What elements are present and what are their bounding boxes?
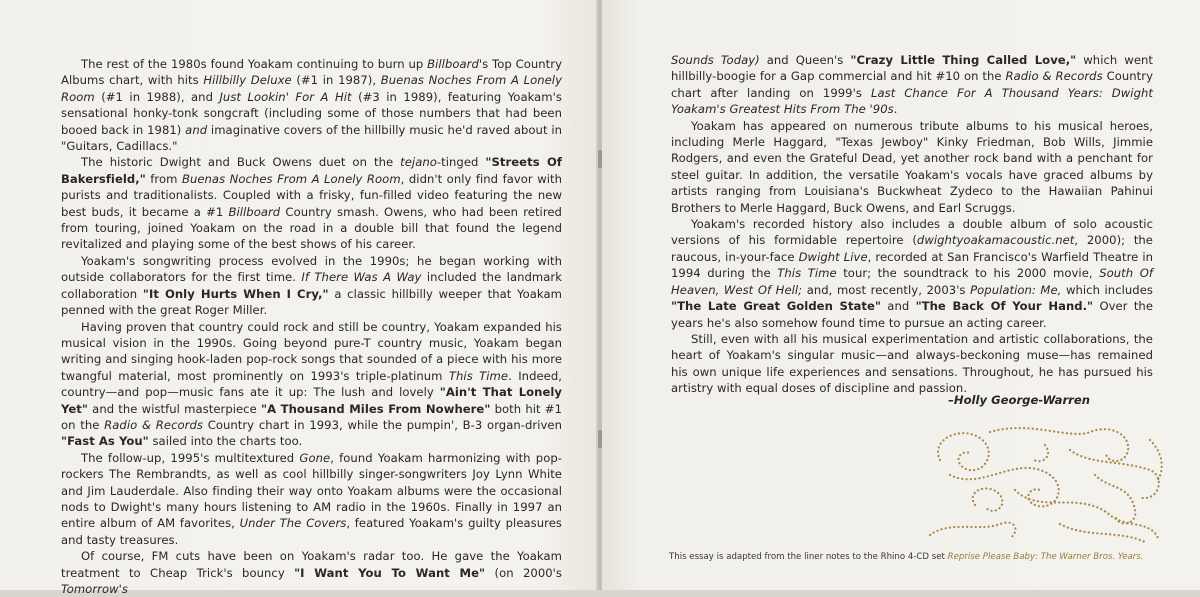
- essay-paragraph: [61, 56, 562, 154]
- paragraph-text: Having proven that country could rock and still be country, Yoakam expanded his musical vision in the 1990s. Going beyond pure-T country music, Yoakam began writing and singing hook-laden pop-rock songs that sounded of a piece with his more twangful material, most prominently on 1993's triple-platinum: [61, 319, 562, 383]
- paragraph-text: Of course, FM cuts have been on Yoakam's radar too. He gave the Yoakam treatment to Cheap Trick's bouncy: [61, 549, 562, 580]
- paragraph-text: tour; the soundtrack to his 2000 movie,: [836, 266, 1100, 281]
- paragraph-text: (#1 in 1988), and: [94, 89, 220, 104]
- paragraph-text: (#3 in 1989), featuring Yoakam's sensational honky-tonk songcraft (including some of those numbers that had been booed back in 1981): [61, 89, 562, 137]
- italic-title: tejano: [400, 155, 437, 170]
- song-title: "The Back Of Your Hand.": [915, 299, 1094, 314]
- paragraph-text: The follow-up, 1995's multitextured: [81, 450, 300, 465]
- paragraph-text: Yoakam has appeared on numerous tribute albums to his musical heroes, including Merle Haggard, "Texas Jewboy" Kinky Friedman, Bob Wills, Jimmie Rodgers, and even the Grateful Dead, yet another rock band with a penchant for steel guitar. In addition, the versatile Yoakam's vocals have graced albums by artists ranging from Louisiana's Buckwheat Zydeco to the Hawaiian Pahinui Brothers to Merle Haggard, Buck Owens, and Earl Scruggs.: [671, 118, 1153, 215]
- author-signature: –Holly George-Warren: [948, 393, 1090, 407]
- paragraph-text: The rest of the 1980s found Yoakam continuing to burn up: [81, 57, 428, 71]
- paragraph-text: included the landmark collaboration: [61, 270, 562, 301]
- paragraph-text: , 2000); the raucous, in-your-face: [671, 233, 1153, 264]
- essay-paragraph: [671, 118, 1153, 216]
- paragraph-text: sailed into the charts too.: [148, 434, 303, 449]
- paragraph-text: Country smash. Owens, who had been retired from touring, joined Yoakam on the road in a double bill that found the legend revitalized and playing some of the best shows of his career.: [61, 204, 562, 252]
- left-essay-column: [61, 56, 562, 597]
- italic-title: Sounds Today): [671, 53, 760, 67]
- paragraph-text: imaginative covers of the hillbilly music he'd raved about in "Guitars, Cadillacs.": [61, 122, 563, 154]
- essay-paragraph: [61, 154, 562, 252]
- italic-title: Billboard: [427, 57, 479, 71]
- essay-paragraph: [671, 52, 1153, 118]
- italic-title: Buenas Noches From A Lonely Room: [181, 171, 401, 186]
- paragraph-text: Over the years he's also somehow found time to pursue an acting career.: [671, 299, 1154, 330]
- italic-title: Last Chance For A Thousand Years: Dwight Yoakam's Greatest Hits From The '90s: [671, 85, 1153, 117]
- italic-title: Population: Me,: [970, 282, 1062, 297]
- song-title: "Streets Of Bakersfield,": [61, 155, 562, 186]
- italic-title: Tomorrow's: [61, 582, 128, 596]
- paragraph-text: which includes: [1061, 282, 1153, 297]
- paragraph-text: and, most recently, 2003's: [802, 282, 971, 297]
- essay-paragraph: [61, 253, 562, 319]
- italic-title: Billboard: [228, 204, 281, 219]
- song-title: "A Thousand Miles From Nowhere": [260, 401, 491, 416]
- source-footnote: [669, 552, 1169, 562]
- paragraph-text: , featured Yoakam's guilty pleasures and tasty treasures.: [61, 516, 562, 547]
- italic-title: This Time: [448, 368, 509, 383]
- essay-paragraph: [61, 450, 562, 548]
- footnote-text: This essay is adapted from the liner notes to the Rhino 4-CD set: [669, 552, 948, 562]
- song-title: "It Only Hurts When I Cry,": [142, 286, 329, 301]
- paragraph-text: Still, even with all his musical experimentation and artistic collaborations, the heart of Yoakam's singular music—and always-beckoning muse—has remained his own unique life experiences and sensations. Throughout, he has pursued his artistry with equal doses of discipline and passion.: [671, 331, 1153, 396]
- italic-title: Dwight Live: [798, 249, 868, 264]
- italic-title: Radio & Records: [1005, 69, 1103, 84]
- italic-title: If There Was A Way: [301, 270, 422, 285]
- paragraph-text: (on 2000's: [485, 565, 562, 580]
- italic-title: Radio & Records: [104, 417, 203, 432]
- italic-title: Buenas Noches From A Lonely Room: [61, 73, 562, 104]
- footnote-album-title: Reprise Please Baby: The Warner Bros. Years.: [947, 552, 1144, 562]
- paragraph-text: and: [881, 299, 916, 314]
- italic-title: Hillbilly Deluxe: [203, 73, 292, 88]
- song-title: "The Late Great Golden State": [671, 299, 882, 314]
- paragraph-text: and the wistful masterpiece: [87, 401, 261, 416]
- paragraph-text: Country chart after landing on 1999's: [671, 69, 1153, 100]
- paragraph-text: . Indeed, country—and pop—music fans ate it up: The lush and lovely: [61, 368, 562, 400]
- paragraph-text: , recorded at San Francisco's Warfield Theatre in 1994 during the: [671, 249, 1153, 281]
- essay-paragraph: [671, 216, 1153, 331]
- paragraph-text: (#1 in 1987),: [291, 73, 381, 88]
- essay-paragraph: [671, 331, 1153, 397]
- paragraph-text: The historic Dwight and Buck Owens duet on the: [81, 155, 401, 170]
- paragraph-text: , found Yoakam harmonizing with pop-rockers The Rembrandts, as well as cool hillbilly singer-songwriters Joy Lynn White and Jim Lauderdale. Also finding their way onto Yoakam albums were the occasional nods to Dwight's many hours listening to AM radio in the 1960s. Finally in 1997 an entire album of AM favorites,: [61, 450, 562, 531]
- swirl-ornament: [920, 420, 1170, 545]
- left-page: [0, 0, 598, 596]
- song-title: "Crazy Little Thing Called Love,": [850, 53, 1077, 67]
- paragraph-text: Yoakam's recorded history also includes a double album of solo acoustic versions of his formidable repertoire (: [671, 217, 1153, 248]
- paragraph-text: and Queen's: [759, 53, 851, 67]
- essay-paragraph: [61, 319, 562, 450]
- paragraph-text: .: [893, 102, 898, 117]
- paragraph-text: a classic hillbilly weeper that Yoakam penned with the great Roger Miller.: [61, 286, 562, 318]
- italic-title: This Time: [777, 266, 837, 281]
- italic-title: Gone: [299, 450, 331, 465]
- paragraph-text: from: [145, 171, 182, 186]
- paragraph-text: both hit #1 on the: [61, 401, 562, 432]
- paragraph-text: 's Top Country Albums chart, with hits: [61, 57, 563, 88]
- right-essay-column: [671, 52, 1153, 397]
- paragraph-text: , didn't only find favor with purists and traditionalists. Coupled with a frisky, fun-filled video featuring the new best buds, it became a #1: [61, 171, 562, 219]
- song-title: "Fast As You": [61, 434, 149, 449]
- italic-title: Under The Covers: [239, 516, 347, 531]
- song-title: "Ain't That Lonely Yet": [61, 385, 563, 416]
- italic-title: and: [185, 122, 208, 137]
- italic-title: dwightyoakamacoustic.net: [916, 233, 1075, 248]
- italic-title: Just Lookin' For A Hit: [219, 89, 352, 104]
- song-title: "I Want You To Want Me": [294, 565, 486, 580]
- right-page: [602, 0, 1200, 590]
- paragraph-text: Country chart in 1993, while the pumpin', B-3 organ-driven: [202, 417, 562, 432]
- paragraph-text: which went hillbilly-boogie for a Gap commercial and hit #10 on the: [671, 53, 1153, 84]
- italic-title: South Of Heaven, West Of Hell;: [671, 266, 1153, 297]
- paragraph-text: -tinged: [436, 155, 486, 170]
- paragraph-text: Yoakam's songwriting process evolved in the 1990s; he began working with outside collaborators for the first time.: [61, 253, 562, 285]
